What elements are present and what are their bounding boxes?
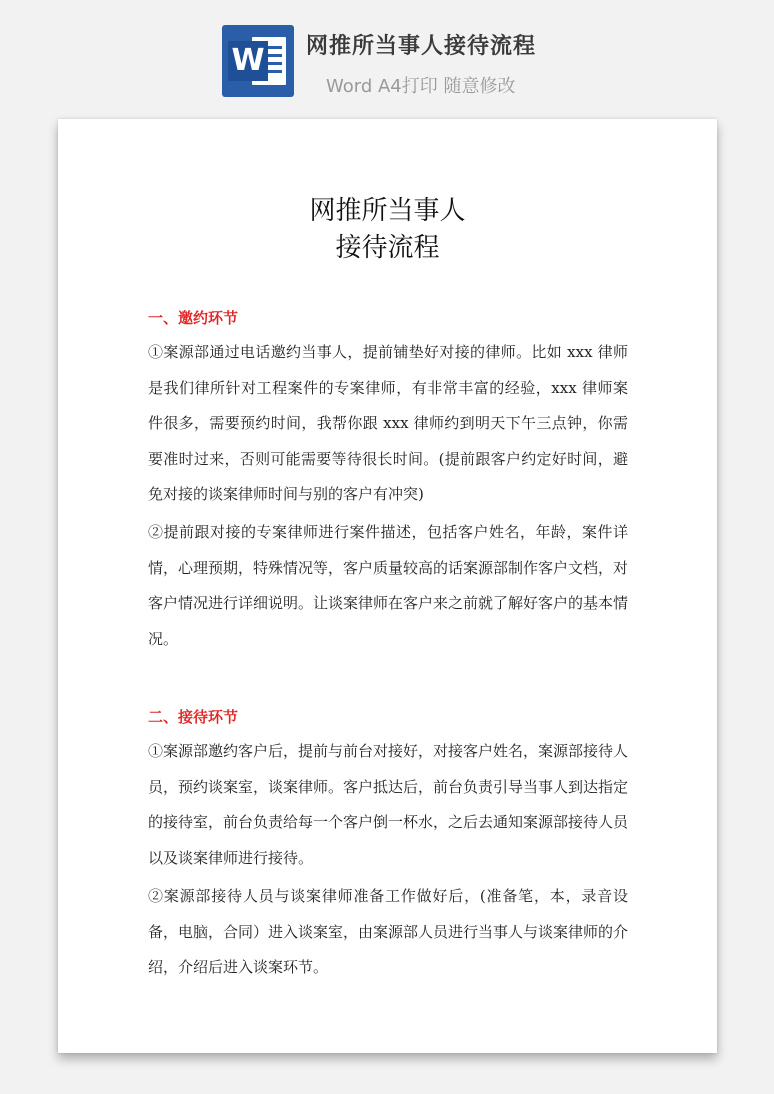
title-line-1: 网推所当事人 xyxy=(309,196,466,226)
document-page xyxy=(58,119,717,1053)
paragraph: ②案源部接待人员与谈案律师准备工作做好后，(准备笔，本，录音设备，电脑，合同）进入谈案室，由案源部人员进行当事人与谈案律师的介绍，介绍后进入谈案环节。 xyxy=(148,887,629,976)
paragraph: ②提前跟对接的专案律师进行案件描述，包括客户姓名，年龄，案件详情，心理预期，特殊情况等，客户质量较高的话案源部制作客户文档，对客户情况进行详细说明。让谈案律师在客户来之前就了解好客户的基本情况。 xyxy=(148,523,629,648)
section-heading-reception: 二、接待环节 xyxy=(148,708,239,726)
document-title xyxy=(58,193,717,267)
paragraph: ①案源部通过电话邀约当事人，提前铺垫好对接的律师。比如 xxx 律师是我们律所针对工程案件的专案律师，有非常丰富的经验，xxx 律师案件很多，需要预约时间，我帮你跟 xxx 律师约到明天下午三点钟，你需要准时过来，否则可能需要等待很长时间。(提前跟客户约定好时间，避免对接的谈案律师时间与别的客户有冲突) xyxy=(148,343,628,503)
app-subtitle: Word A4打印 随意修改 xyxy=(326,76,516,97)
word-logo-letter: W xyxy=(228,41,268,81)
title-line-2: 接待流程 xyxy=(335,233,440,263)
paragraph: ①案源部邀约客户后，提前与前台对接好，对接客户姓名，案源部接待人员，预约谈案室，谈案律师。客户抵达后，前台负责引导当事人到达指定的接待室，前台负责给每一个客户倒一杯水，之后去通知案源部接待人员以及谈案律师进行接待。 xyxy=(148,742,629,867)
app-title: 网推所当事人接待流程 xyxy=(306,34,537,59)
word-doc-icon xyxy=(222,25,294,97)
section-heading-invite: 一、邀约环节 xyxy=(148,309,239,327)
header xyxy=(0,0,774,110)
